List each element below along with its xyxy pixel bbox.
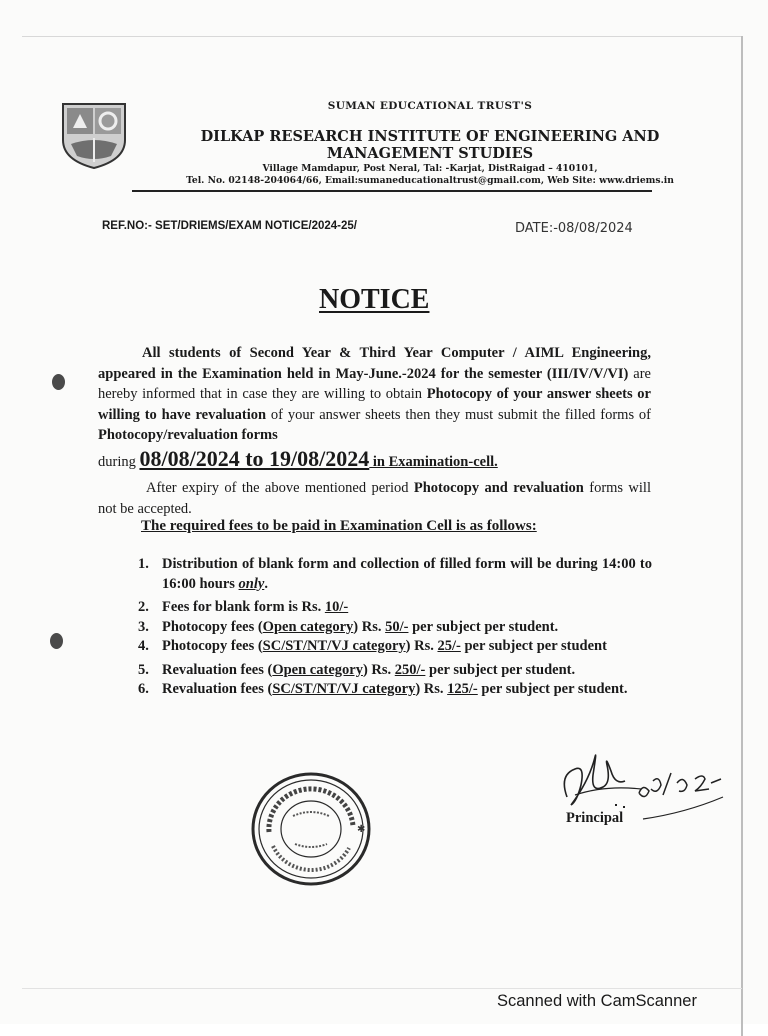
list-item-number: 6.	[138, 681, 149, 697]
paragraph-main-text: are hereby informed that in case they are willing to obtain	[98, 365, 651, 402]
submission-date-range: 08/08/2024 to 19/08/2024	[139, 446, 370, 471]
paragraph-main-forms: Photocopy/revaluation forms	[98, 427, 278, 443]
paper-edge-right	[741, 36, 743, 1036]
list-item	[138, 598, 652, 618]
list-item-amount: 125/-	[447, 681, 478, 697]
list-item-text: Fees for blank form is Rs.	[162, 599, 325, 615]
list-item-text: ) Rs.	[353, 618, 386, 635]
header-divider	[132, 190, 652, 192]
signatory-title: Principal	[566, 810, 624, 826]
trust-name: SUMAN EDUCATIONAL TRUST'S	[327, 100, 533, 112]
list-item-tail: per subject per student	[460, 638, 607, 654]
list-item-number: 3.	[138, 618, 149, 635]
list-item-number: 2.	[138, 599, 149, 615]
list-item-text: Photocopy fees (	[162, 638, 263, 654]
fees-list	[138, 555, 652, 704]
list-item-text: ) Rs.	[415, 681, 448, 697]
list-item	[138, 618, 652, 638]
list-item-tail: .	[264, 575, 268, 592]
list-item-amount: 10/-	[324, 599, 349, 615]
list-item	[138, 637, 652, 657]
list-item-tail: per subject per student.	[477, 681, 628, 697]
notice-date: DATE:-08/08/2024	[515, 221, 633, 236]
paragraph-main-photocopy: Photocopy of your answer sheets or willing to have revaluation	[98, 386, 651, 423]
address-line2: Tel. No. 02148-204064/66, Email:sumaneducationaltrust@gmail.com, Web Site: www.driems.in	[186, 175, 674, 186]
address-line1: Village Mamdapur, Post Neral, Tal: -Karjat, DistRaigad – 410101,	[262, 163, 598, 174]
list-item-number: 4.	[138, 638, 149, 654]
list-item-category: Open category	[272, 661, 363, 678]
notice-title: NOTICE	[319, 284, 430, 315]
list-item-category: SC/ST/NT/VJ category	[272, 681, 416, 697]
list-item-tail: per subject per student.	[408, 618, 559, 635]
list-item-text: Revaluation fees (	[162, 661, 273, 678]
institute-seal	[249, 770, 373, 888]
scanner-watermark: Scanned with CamScanner	[497, 992, 697, 1010]
punch-hole	[50, 633, 63, 649]
list-item-text: Distribution of blank form and collection of filled form will be during 14:00 to 16:00 hours	[162, 556, 652, 592]
list-item-category: SC/ST/NT/VJ category	[262, 638, 406, 654]
list-item-amount: 25/-	[437, 638, 461, 654]
list-item-number: 1.	[138, 556, 149, 572]
paragraph-expiry	[98, 478, 651, 519]
svg-text:✱: ✱	[357, 824, 366, 835]
list-item-tail: per subject per student.	[425, 661, 576, 678]
punch-hole	[52, 374, 65, 390]
paper-edge-top	[22, 36, 742, 37]
submission-place: in Examination-cell.	[369, 454, 498, 470]
list-item	[138, 680, 652, 700]
fees-heading: The required fees to be paid in Examination Cell is as follows:	[141, 518, 537, 534]
submission-prefix: during	[98, 454, 140, 470]
list-item-number: 5.	[138, 661, 149, 678]
list-item-text: Revaluation fees (	[162, 681, 273, 697]
paragraph-expiry-text: After expiry of the above mentioned period	[146, 480, 414, 496]
list-item-category: Open category	[262, 618, 354, 635]
list-item-text: ) Rs.	[405, 638, 438, 654]
paragraph-main-text2: of your answer sheets then they must submit the filled forms of	[266, 406, 651, 423]
list-item-amount: 50/-	[385, 618, 409, 635]
list-item	[138, 661, 652, 681]
paragraph-main	[98, 343, 651, 446]
paper-edge-bottom	[22, 988, 742, 989]
list-item-text: ) Rs.	[362, 661, 395, 678]
reference-number: REF.NO:- SET/DRIEMS/EXAM NOTICE/2024-25/	[102, 220, 357, 232]
institute-name-line1: DILKAP RESEARCH INSTITUTE OF ENGINEERING AND	[200, 128, 660, 145]
list-item-emphasis: only	[238, 575, 265, 592]
submission-period	[98, 446, 498, 472]
list-item-amount: 250/-	[394, 661, 426, 678]
institute-logo	[59, 100, 129, 170]
institute-name-line2: MANAGEMENT STUDIES	[326, 145, 534, 162]
paragraph-expiry-bold: Photocopy and revaluation	[413, 480, 584, 496]
paragraph-expiry-text2: forms will not be accepted.	[98, 480, 651, 517]
list-item-text: Photocopy fees (	[162, 618, 263, 635]
list-item	[138, 555, 652, 594]
paragraph-main-students: All students of Second Year & Third Year Computer / AIML Engineering, appeared in the Examination held in May-June.-2024 for the semester (III/IV/V/VI)	[98, 345, 651, 382]
